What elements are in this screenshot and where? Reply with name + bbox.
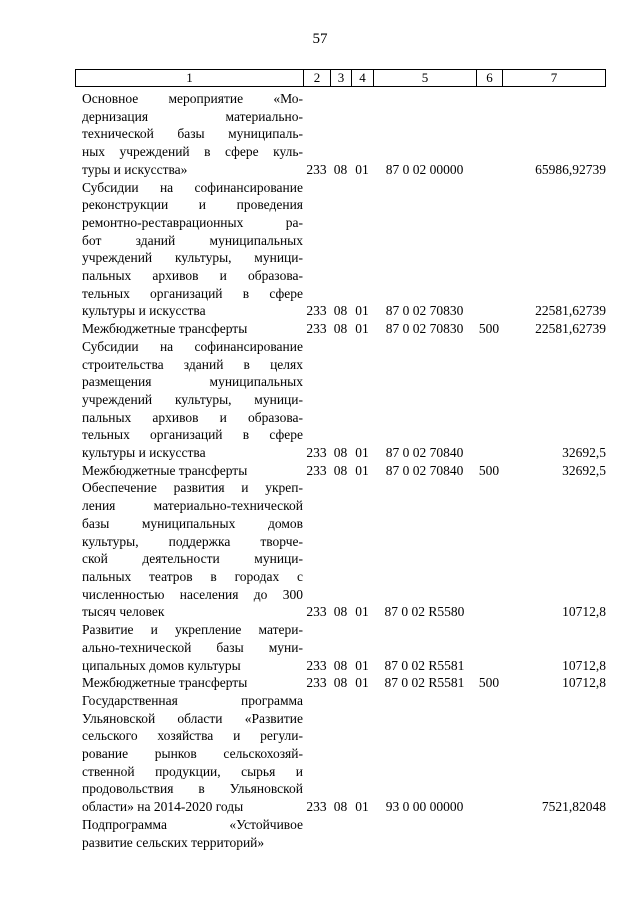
description-line: сельского хозяйства и регули- xyxy=(82,728,303,744)
code-target-article: 87 0 02 R5581 xyxy=(384,657,465,673)
code-grbs: 233 xyxy=(306,675,327,691)
code-subsection: 01 xyxy=(355,675,369,691)
description-line: культуры и искусства xyxy=(82,445,206,461)
row-description xyxy=(75,674,303,692)
header-cell-5: 5 xyxy=(374,70,477,86)
code-grbs: 233 xyxy=(306,657,327,673)
description-line: ципальных домов культуры xyxy=(82,657,241,673)
row-description xyxy=(75,320,303,338)
description-line: ской деятельности муници- xyxy=(82,551,303,567)
row-description xyxy=(75,338,303,462)
page-number: 57 xyxy=(312,31,328,47)
table-row xyxy=(75,179,606,321)
description-line: пальных архивов и образова- xyxy=(82,268,303,284)
description-line: тельных организаций в сфере xyxy=(82,285,303,301)
code-subsection: 01 xyxy=(355,303,369,319)
table-row xyxy=(75,338,606,462)
row-description xyxy=(75,692,303,816)
code-section: 08 xyxy=(333,321,348,337)
table-row xyxy=(75,462,606,480)
header-cell-3: 3 xyxy=(331,70,352,86)
description-line: учреждений культуры, муници- xyxy=(82,250,303,266)
description-line: ственной продукции, сырья и xyxy=(82,763,303,779)
code-subsection: 01 xyxy=(355,445,369,461)
description-line: туры и искусства» xyxy=(82,161,188,177)
table-row xyxy=(75,621,606,674)
description-line: размещения муниципальных xyxy=(82,374,303,390)
header-cell-4: 4 xyxy=(352,70,374,86)
description-line: базы муниципальных домов xyxy=(82,515,303,531)
description-line: культуры, поддержка творче- xyxy=(82,533,303,549)
code-target-article: 93 0 00 00000 xyxy=(385,799,464,815)
amount: 32692,5 xyxy=(562,462,606,478)
row-description xyxy=(75,90,303,179)
description-line: Подпрограмма «Устойчивое xyxy=(82,816,303,832)
row-description xyxy=(75,816,303,851)
code-target-article: 87 0 02 00000 xyxy=(385,161,464,177)
table-row xyxy=(75,674,606,692)
amount: 22581,62739 xyxy=(535,303,606,319)
amount: 65986,92739 xyxy=(535,161,606,177)
description-line: ремонтно-реставрационных ра- xyxy=(82,214,303,230)
code-grbs: 233 xyxy=(306,161,327,177)
amount: 10712,8 xyxy=(562,675,606,691)
description-line: Межбюджетные трансферты xyxy=(82,321,248,337)
description-line: Ульяновской области «Развитие xyxy=(82,710,303,726)
code-grbs: 233 xyxy=(306,321,327,337)
description-line: реконструкции и проведения xyxy=(82,197,303,213)
description-line: Государственная программа xyxy=(82,692,303,708)
description-line: продовольствия в Ульяновской xyxy=(82,781,303,797)
code-target-article: 87 0 02 R5581 xyxy=(384,675,465,691)
description-line: Межбюджетные трансферты xyxy=(82,462,248,478)
description-line: тельных организаций в сфере xyxy=(82,427,303,443)
amount: 32692,5 xyxy=(562,445,606,461)
description-line: Обеспечение развития и укреп- xyxy=(82,480,303,496)
code-section: 08 xyxy=(333,799,348,815)
table-row xyxy=(75,479,606,621)
description-line: дернизация материально- xyxy=(82,108,303,124)
code-target-article: 87 0 02 70830 xyxy=(385,303,464,319)
table-row xyxy=(75,816,606,851)
code-subsection: 01 xyxy=(355,799,369,815)
row-description xyxy=(75,179,303,321)
code-subsection: 01 xyxy=(355,604,369,620)
code-grbs: 233 xyxy=(306,445,327,461)
code-expense-type: 500 xyxy=(478,321,500,337)
code-expense-type: 500 xyxy=(478,462,500,478)
code-target-article: 87 0 02 70840 xyxy=(385,445,464,461)
description-line: технической базы муниципаль- xyxy=(82,126,303,142)
code-target-article: 87 0 02 70830 xyxy=(385,321,464,337)
code-grbs: 233 xyxy=(306,799,327,815)
description-line: области» на 2014-2020 годы xyxy=(82,799,244,815)
row-description xyxy=(75,479,303,621)
description-line: пальных театров в городах с xyxy=(82,568,303,584)
header-cell-2: 2 xyxy=(304,70,331,86)
amount: 7521,82048 xyxy=(541,799,606,815)
code-grbs: 233 xyxy=(306,462,327,478)
header-cell-7: 7 xyxy=(550,70,558,85)
code-grbs: 233 xyxy=(306,303,327,319)
description-line: пальных архивов и образова- xyxy=(82,409,303,425)
code-section: 08 xyxy=(333,675,348,691)
description-line: культуры и искусства xyxy=(82,303,206,319)
description-line: Основное мероприятие «Мо- xyxy=(82,91,303,106)
description-line: Межбюджетные трансферты xyxy=(82,675,248,691)
description-line: Субсидии на софинансирование xyxy=(82,179,303,195)
description-line: учреждений культуры, муници- xyxy=(82,391,303,407)
description-line: тысяч человек xyxy=(82,604,165,620)
code-subsection: 01 xyxy=(355,462,369,478)
code-section: 08 xyxy=(333,161,348,177)
description-line: ления материально-технической xyxy=(82,498,303,514)
table-row xyxy=(75,692,606,816)
description-line: Развитие и укрепление матери- xyxy=(82,622,303,638)
code-section: 08 xyxy=(333,445,348,461)
table-row xyxy=(75,90,606,179)
code-section: 08 xyxy=(333,462,348,478)
description-line: строительства зданий в целях xyxy=(82,356,303,372)
amount: 10712,8 xyxy=(562,604,606,620)
header-cell-1: 1 xyxy=(76,70,304,86)
row-description xyxy=(75,621,303,674)
description-line: Субсидии на софинансирование xyxy=(82,338,303,354)
code-target-article: 87 0 02 70840 xyxy=(385,462,464,478)
code-subsection: 01 xyxy=(355,321,369,337)
amount: 10712,8 xyxy=(562,657,606,673)
description-line: ных учреждений в сфере куль- xyxy=(82,144,303,160)
header-cell-6: 6 xyxy=(477,70,503,86)
code-expense-type: 500 xyxy=(478,675,500,691)
code-target-article: 87 0 02 R5580 xyxy=(384,604,465,620)
code-subsection: 01 xyxy=(355,657,369,673)
code-grbs: 233 xyxy=(306,604,327,620)
description-line: бот зданий муниципальных xyxy=(82,232,303,248)
description-line: численностью населения до 300 xyxy=(82,586,303,602)
table-header-row xyxy=(75,69,606,87)
budget-table xyxy=(75,69,606,851)
code-section: 08 xyxy=(333,604,348,620)
table-row xyxy=(75,320,606,338)
row-description xyxy=(75,462,303,480)
description-line: ально-технической базы муни- xyxy=(82,639,303,655)
code-section: 08 xyxy=(333,303,348,319)
code-subsection: 01 xyxy=(355,161,369,177)
description-line: развитие сельских территорий» xyxy=(82,834,265,850)
code-section: 08 xyxy=(333,657,348,673)
table-body xyxy=(75,87,606,851)
description-line: рование рынков сельскохозяй- xyxy=(82,746,303,762)
amount: 22581,62739 xyxy=(535,321,606,337)
